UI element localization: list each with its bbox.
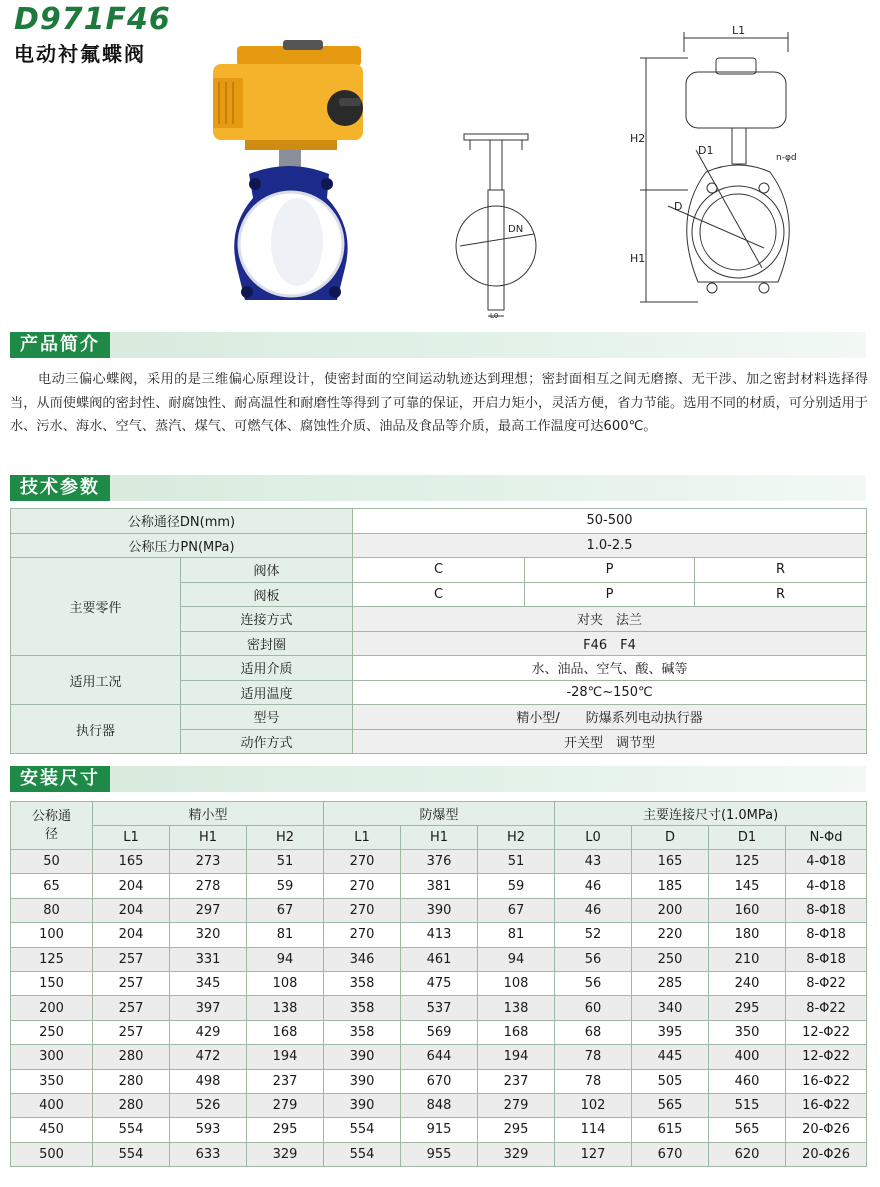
dims-subheader: D (632, 826, 709, 850)
spec-temp-value: -28℃~150℃ (353, 680, 867, 705)
table-row (11, 1142, 867, 1166)
spec-disc-value: P (525, 582, 695, 607)
spec-row-type (11, 705, 867, 730)
table-cell: 297 (170, 898, 247, 922)
dimensions-table (10, 801, 867, 1167)
table-cell: 273 (170, 850, 247, 874)
table-cell: 160 (709, 898, 786, 922)
table-cell: 8-Φ18 (786, 923, 867, 947)
table-cell: 102 (555, 1093, 632, 1117)
table-cell: 94 (478, 947, 555, 971)
table-cell: 50 (11, 850, 93, 874)
table-cell: 345 (170, 971, 247, 995)
table-row (11, 1045, 867, 1069)
table-cell: 108 (247, 971, 324, 995)
table-cell: 165 (93, 850, 170, 874)
spec-parts-label: 主要零件 (11, 558, 181, 656)
table-cell: 280 (93, 1045, 170, 1069)
table-cell: 59 (247, 874, 324, 898)
dims-header-row (11, 802, 867, 826)
dims-subheader: H2 (247, 826, 324, 850)
table-cell: 180 (709, 923, 786, 947)
table-cell: 270 (324, 874, 401, 898)
table-cell: 460 (709, 1069, 786, 1093)
table-cell: 59 (478, 874, 555, 898)
params-section-bar (10, 475, 866, 501)
table-cell: 358 (324, 971, 401, 995)
dims-subheader: H2 (478, 826, 555, 850)
table-cell: 67 (478, 898, 555, 922)
table-cell: 295 (709, 996, 786, 1020)
table-cell: 644 (401, 1045, 478, 1069)
table-cell: 12-Φ22 (786, 1045, 867, 1069)
table-cell: 257 (93, 971, 170, 995)
table-cell: 569 (401, 1020, 478, 1044)
drawing-label-d: D (674, 200, 683, 213)
spec-disc-value: C (353, 582, 525, 607)
product-name: 电动衬氟蝶阀 (14, 42, 146, 66)
table-cell: 67 (247, 898, 324, 922)
spec-body-value: C (353, 558, 525, 583)
spec-row-medium (11, 656, 867, 681)
table-cell: 46 (555, 874, 632, 898)
spec-body-value: P (525, 558, 695, 583)
table-cell: 43 (555, 850, 632, 874)
table-cell: 257 (93, 947, 170, 971)
table-cell: 125 (11, 947, 93, 971)
drawing-label-l0: L0 (490, 312, 499, 320)
drawing-label-h2: H2 (630, 132, 646, 145)
table-cell: 633 (170, 1142, 247, 1166)
table-cell: 150 (11, 971, 93, 995)
spec-actuator-label: 执行器 (11, 705, 181, 754)
spec-row-dn (11, 509, 867, 534)
params-section-title: 技术参数 (10, 475, 110, 501)
spec-medium-value: 水、油品、空气、酸、碱等 (353, 656, 867, 681)
table-cell: 52 (555, 923, 632, 947)
table-cell: 108 (478, 971, 555, 995)
dims-header-small: 精小型 (93, 802, 324, 826)
table-cell: 500 (11, 1142, 93, 1166)
table-cell: 81 (247, 923, 324, 947)
table-cell: 346 (324, 947, 401, 971)
table-cell: 4-Φ18 (786, 874, 867, 898)
table-cell: 565 (709, 1118, 786, 1142)
dims-subheader-row (11, 826, 867, 850)
table-cell: 125 (709, 850, 786, 874)
spec-table (10, 508, 867, 754)
spec-body-value: R (695, 558, 867, 583)
table-row (11, 850, 867, 874)
table-cell: 200 (11, 996, 93, 1020)
table-cell: 65 (11, 874, 93, 898)
table-cell: 257 (93, 996, 170, 1020)
dims-header-conn: 主要连接尺寸(1.0MPa) (555, 802, 867, 826)
table-cell: 461 (401, 947, 478, 971)
table-row (11, 1118, 867, 1142)
table-cell: 94 (247, 947, 324, 971)
table-cell: 138 (478, 996, 555, 1020)
table-cell: 145 (709, 874, 786, 898)
table-cell: 78 (555, 1069, 632, 1093)
table-row (11, 874, 867, 898)
table-row (11, 996, 867, 1020)
spec-disc-label: 阀板 (181, 582, 353, 607)
spec-action-label: 动作方式 (181, 729, 353, 754)
table-cell: 526 (170, 1093, 247, 1117)
table-cell: 257 (93, 1020, 170, 1044)
table-cell: 400 (709, 1045, 786, 1069)
table-cell: 320 (170, 923, 247, 947)
spec-dn-value: 50-500 (353, 509, 867, 534)
table-cell: 397 (170, 996, 247, 1020)
dims-subheader: L1 (324, 826, 401, 850)
table-cell: 250 (11, 1020, 93, 1044)
table-cell: 515 (709, 1093, 786, 1117)
table-cell: 358 (324, 1020, 401, 1044)
spec-conn-label: 连接方式 (181, 607, 353, 632)
table-row (11, 1093, 867, 1117)
table-cell: 329 (478, 1142, 555, 1166)
table-cell: 20-Φ26 (786, 1118, 867, 1142)
spec-dn-label: 公称通径DN(mm) (11, 509, 353, 534)
table-cell: 194 (247, 1045, 324, 1069)
dims-subheader: H1 (401, 826, 478, 850)
table-cell: 8-Φ18 (786, 947, 867, 971)
table-cell: 498 (170, 1069, 247, 1093)
table-cell: 295 (247, 1118, 324, 1142)
spec-action-value: 开关型 调节型 (353, 729, 867, 754)
table-cell: 16-Φ22 (786, 1069, 867, 1093)
table-cell: 204 (93, 898, 170, 922)
table-cell: 565 (632, 1093, 709, 1117)
table-cell: 445 (632, 1045, 709, 1069)
table-cell: 8-Φ18 (786, 898, 867, 922)
table-cell: 670 (632, 1142, 709, 1166)
drawing-label-n-phi-d: n-φd (776, 153, 797, 163)
drawing-label-h1: H1 (630, 252, 646, 265)
table-cell: 78 (555, 1045, 632, 1069)
drawing-label-dn: DN (508, 224, 524, 235)
table-cell: 185 (632, 874, 709, 898)
dims-header-dn: 公称通径 (11, 802, 93, 850)
table-cell: 279 (478, 1093, 555, 1117)
table-cell: 554 (93, 1118, 170, 1142)
table-cell: 240 (709, 971, 786, 995)
table-cell: 200 (632, 898, 709, 922)
table-cell: 554 (324, 1142, 401, 1166)
table-cell: 329 (247, 1142, 324, 1166)
spec-type-label: 型号 (181, 705, 353, 730)
dims-subheader: N-Φd (786, 826, 867, 850)
dims-subheader: L1 (93, 826, 170, 850)
table-cell: 278 (170, 874, 247, 898)
table-cell: 450 (11, 1118, 93, 1142)
table-cell: 358 (324, 996, 401, 1020)
table-cell: 138 (247, 996, 324, 1020)
table-cell: 350 (709, 1020, 786, 1044)
product-model: D971F46 (14, 2, 171, 37)
table-row (11, 1069, 867, 1093)
table-cell: 168 (478, 1020, 555, 1044)
table-cell: 390 (401, 898, 478, 922)
front-view-drawing (628, 22, 828, 322)
table-cell: 554 (324, 1118, 401, 1142)
table-cell: 279 (247, 1093, 324, 1117)
drawing-label-l1: L1 (732, 24, 746, 37)
table-cell: 204 (93, 923, 170, 947)
table-cell: 100 (11, 923, 93, 947)
table-cell: 280 (93, 1069, 170, 1093)
table-cell: 295 (478, 1118, 555, 1142)
table-cell: 51 (478, 850, 555, 874)
table-cell: 300 (11, 1045, 93, 1069)
table-cell: 350 (11, 1069, 93, 1093)
table-cell: 285 (632, 971, 709, 995)
table-cell: 194 (478, 1045, 555, 1069)
table-cell: 475 (401, 971, 478, 995)
table-cell: 8-Φ22 (786, 996, 867, 1020)
spec-cond-label: 适用工况 (11, 656, 181, 705)
spec-temp-label: 适用温度 (181, 680, 353, 705)
table-cell: 68 (555, 1020, 632, 1044)
table-cell: 168 (247, 1020, 324, 1044)
table-cell: 210 (709, 947, 786, 971)
table-cell: 220 (632, 923, 709, 947)
table-row (11, 1020, 867, 1044)
intro-section-title: 产品简介 (10, 332, 110, 358)
spec-seal-value: F46 F4 (353, 631, 867, 656)
table-cell: 390 (324, 1045, 401, 1069)
table-cell: 237 (478, 1069, 555, 1093)
table-cell: 915 (401, 1118, 478, 1142)
table-cell: 165 (632, 850, 709, 874)
dims-subheader: H1 (170, 826, 247, 850)
table-cell: 390 (324, 1093, 401, 1117)
table-cell: 381 (401, 874, 478, 898)
table-cell: 615 (632, 1118, 709, 1142)
table-row (11, 947, 867, 971)
drawing-label-d1: D1 (698, 144, 714, 157)
valve-photo (205, 38, 385, 310)
table-cell: 16-Φ22 (786, 1093, 867, 1117)
table-cell: 46 (555, 898, 632, 922)
table-cell: 56 (555, 947, 632, 971)
table-cell: 848 (401, 1093, 478, 1117)
table-cell: 250 (632, 947, 709, 971)
table-cell: 554 (93, 1142, 170, 1166)
table-cell: 4-Φ18 (786, 850, 867, 874)
spec-medium-label: 适用介质 (181, 656, 353, 681)
table-cell: 127 (555, 1142, 632, 1166)
spec-body-label: 阀体 (181, 558, 353, 583)
table-cell: 80 (11, 898, 93, 922)
table-cell: 114 (555, 1118, 632, 1142)
spec-disc-value: R (695, 582, 867, 607)
dims-subheader: L0 (555, 826, 632, 850)
table-cell: 12-Φ22 (786, 1020, 867, 1044)
table-cell: 204 (93, 874, 170, 898)
table-cell: 472 (170, 1045, 247, 1069)
table-cell: 270 (324, 850, 401, 874)
table-cell: 270 (324, 923, 401, 947)
table-cell: 270 (324, 898, 401, 922)
table-cell: 593 (170, 1118, 247, 1142)
spec-row-body (11, 558, 867, 583)
table-cell: 60 (555, 996, 632, 1020)
intro-section-bar (10, 332, 866, 358)
dims-header-explosion: 防爆型 (324, 802, 555, 826)
table-cell: 51 (247, 850, 324, 874)
spec-conn-value: 对夹 法兰 (353, 607, 867, 632)
table-cell: 331 (170, 947, 247, 971)
table-cell: 237 (247, 1069, 324, 1093)
spec-pn-value: 1.0-2.5 (353, 533, 867, 558)
install-section-title: 安装尺寸 (10, 766, 110, 792)
spec-type-value: 精小型/ 防爆系列电动执行器 (353, 705, 867, 730)
table-row (11, 898, 867, 922)
spec-seal-label: 密封圈 (181, 631, 353, 656)
table-cell: 56 (555, 971, 632, 995)
table-cell: 20-Φ26 (786, 1142, 867, 1166)
table-row (11, 923, 867, 947)
table-cell: 390 (324, 1069, 401, 1093)
table-cell: 955 (401, 1142, 478, 1166)
table-cell: 340 (632, 996, 709, 1020)
table-cell: 280 (93, 1093, 170, 1117)
intro-text: 电动三偏心蝶阀，采用的是三维偏心原理设计，使密封面的空间运动轨迹达到理想；密封面相互之间无磨擦、无干涉、加之密封材料选择得当，从而使蝶阀的密封性、耐腐蚀性、耐高温性和耐磨性等得到了可靠的保证，开启力矩小，灵活方便，省力节能。选用不同的材质，可分别适用于水、污水、海水、空气、蒸汽、煤气、可燃气体、腐蚀性介质、油品及食品等介质，最高工作温度可达600℃。 (10, 372, 868, 434)
spec-pn-label: 公称压力PN(MPa) (11, 533, 353, 558)
table-cell: 395 (632, 1020, 709, 1044)
table-cell: 429 (170, 1020, 247, 1044)
spec-row-pn (11, 533, 867, 558)
dims-table-body (11, 850, 867, 1167)
table-cell: 8-Φ22 (786, 971, 867, 995)
table-cell: 400 (11, 1093, 93, 1117)
table-cell: 81 (478, 923, 555, 947)
table-cell: 376 (401, 850, 478, 874)
dims-subheader: D1 (709, 826, 786, 850)
install-section-bar (10, 766, 866, 792)
table-cell: 505 (632, 1069, 709, 1093)
table-row (11, 971, 867, 995)
table-cell: 620 (709, 1142, 786, 1166)
table-cell: 413 (401, 923, 478, 947)
table-cell: 670 (401, 1069, 478, 1093)
side-view-drawing (450, 128, 550, 323)
table-cell: 537 (401, 996, 478, 1020)
